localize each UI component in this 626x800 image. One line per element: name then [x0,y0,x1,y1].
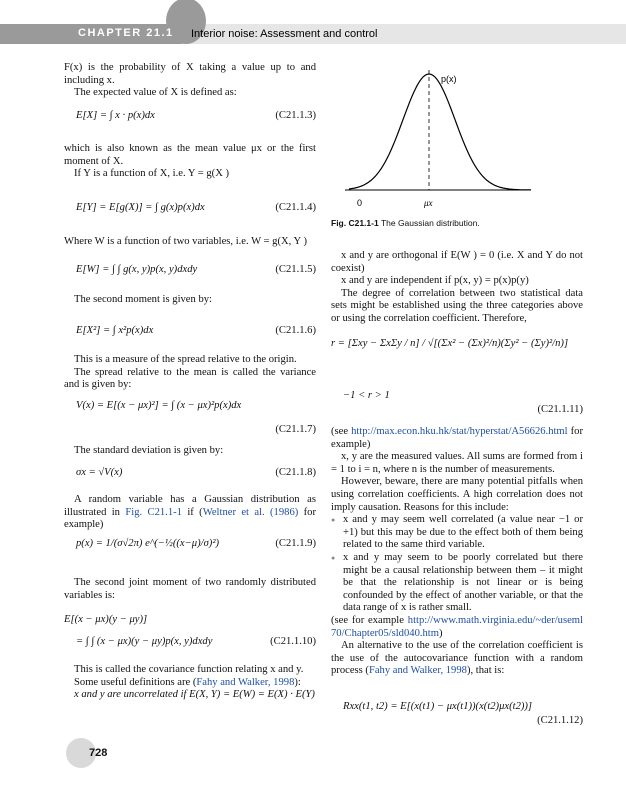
paragraph: The second moment is given by: [74,294,212,305]
equation [64,202,316,226]
paragraph: The expected value of X is defined as: [74,87,237,99]
equation [64,400,316,424]
equation-body: p(x) = 1/(σ√2π) e^(−½((x−μ)/σ)²) [76,538,220,549]
equation [64,467,316,491]
equation-number-row [331,404,583,428]
equation-body: E[W] = ∫ ∫ g(x, y)p(x, y)dxdy [76,264,198,275]
equation-block [331,338,583,420]
equation-body: E[(x − μx)(y − μy)] [64,614,148,625]
bullet-item: ● x and y may seem to be poorly correlated but there might be a causal relationship between them – it might be that the relationship is not linear or is being confounded by the effect of another variable, or that the data range of x is rather small. [331,552,583,615]
equation-body: r = [Σxy − ΣxΣy / n] / √[(Σx² − (Σx)²/n)(Σy² − (Σy)²/n)] [331,338,569,349]
paragraph: If Y is a function of X, i.e. Y = g(X ) [74,168,230,180]
bullet-item: ● x and y may seem well correlated (a value near −1 or +1) but this may be due to the effect both of them being related to the same third variable. [331,514,583,552]
equation-body: = ∫ ∫ (x − μx)(y − μy)p(x, y)dxdy [76,636,213,647]
equation-number: (C21.1.11) [537,404,583,415]
left-text [64,494,316,532]
paragraph: x and y are independent if p(x, y) = p(x)p(y) [341,275,529,287]
text: ), that is: [466,665,505,677]
paragraph: F(x) is the probability of X taking a value up to and including x. [64,62,316,86]
url-link[interactable]: http://www.math.virginia.edu/~der/useml70/Chapter05/sld040.htm [331,614,583,639]
equation-number: (C21.1.9) [275,538,316,549]
reference-link[interactable]: Fahy and Walker, 1998 [196,676,295,688]
text: for example) [64,506,317,531]
equation-number-row [331,715,583,739]
paragraph [331,615,583,640]
equation [64,614,316,638]
text: for example) [331,426,583,450]
text: (see [331,426,352,437]
equation [331,338,583,351]
text: ) [439,627,443,639]
paragraph: x, y are the measured values. All sums are formed from i = 1 to i = n, where n is the number of measurements. [331,451,583,475]
left-column [64,62,316,100]
left-text [64,445,316,458]
equation-body: V(x) = E[(x − μx)²] = ∫ (x − μx)²p(x)dx [76,400,242,411]
x-mean-label: μx [424,198,433,208]
equation [64,264,316,288]
equation-body: E[X²] = ∫ x²p(x)dx [76,325,154,336]
right-text [331,250,583,326]
page-number: 728 [89,747,108,759]
equation-body: −1 < r > 1 [343,390,390,401]
paragraph [331,640,583,678]
left-text [64,294,316,307]
reference-link[interactable]: Fahy and Walker, 1998 [368,665,467,677]
paragraph: This is called the covariance function relating x and y. [74,664,304,675]
x-origin-label: 0 [357,198,363,208]
figure-link[interactable]: Fig. C21.1-1 [125,506,182,518]
paragraph [64,494,316,532]
paragraph: This is a measure of the spread relative to the origin. [74,354,297,365]
reference-link[interactable]: Weltner et al. (1986) [202,506,299,518]
text: A random variable has a Gaussian distribution as illustrated in [64,494,316,518]
equation-number: (C21.1.6) [275,325,316,336]
equation-number: (C21.1.12) [537,715,583,726]
equation [64,325,316,349]
gaussian-curve [349,74,531,190]
caption-text: The Gaussian distribution. [380,218,480,228]
equation-number: (C21.1.8) [275,467,316,478]
paragraph: The standard deviation is given by: [74,445,224,456]
equation [64,636,316,660]
right-text [331,426,583,678]
paragraph: which is also known as the mean value μx or the first moment of X. [64,143,316,167]
paragraph: Where W is a function of two variables, i.e. W = g(X, Y ) [64,236,307,247]
equation-body: E[Y] = E[g(X)] = ∫ g(x)p(x)dx [76,202,205,213]
paragraph: However, beware, there are many potential pitfalls when using correlation coefficients. A high correlation does not imply causation. Reasons for this include: [331,476,583,513]
text: (see for example [331,614,408,626]
caption-label: Fig. C21.1-1 [331,218,379,228]
equation-number: (C21.1.5) [275,264,316,275]
y-label: p(x) [441,74,457,84]
left-text [64,143,316,181]
text: if ( [181,506,203,518]
paragraph: The second joint moment of two randomly distributed variables is: [64,577,316,601]
left-text [64,236,316,249]
paragraph: x and y are orthogonal if E(W ) = 0 (i.e. X and Y do not coexist) [331,250,583,274]
equation-body: Rxx(t1, t2) = E[(x(t1) − μx(t1))(x(t2)μx(t2))] [343,701,533,712]
paragraph [331,426,583,451]
equation-number: (C21.1.3) [275,110,316,121]
equation-number: (C21.1.4) [275,202,316,213]
text: Some useful definitions are ( [74,676,197,688]
paragraph: The spread relative to the mean is called the variance and is given by: [64,366,316,391]
paragraph [64,677,316,690]
left-text [64,664,316,702]
chapter-title: Interior noise: Assessment and control [191,28,378,40]
text: An alternative to the use of the correlation coefficient is the use of the autocovariance function with a random process ( [331,640,583,677]
equation-body: σx = √V(x) [76,467,123,478]
paragraph: The degree of correlation between two statistical data sets might be established using the three categories above or using the correlation coefficient. Therefore, [331,287,583,324]
paragraph: x and y are uncorrelated if E(X, Y) = E(W) = E(X) · E(Y) [74,689,315,701]
chapter-label: CHAPTER 21.1 [78,27,174,39]
left-text [64,354,316,392]
url-link[interactable]: http://max.econ.hku.hk/stat/hyperstat/A56626.html [351,426,568,437]
equation [64,110,316,134]
equation [64,538,316,562]
gaussian-plot [331,56,583,216]
equation-number: (C21.1.10) [270,636,316,647]
equation-number: (C21.1.7) [275,424,316,435]
left-text [64,577,316,602]
figure [331,56,583,234]
text: ): [294,676,301,688]
chapter-header [0,0,626,44]
equation-body: E[X] = ∫ x · p(x)dx [76,110,155,121]
figure-caption [331,218,480,228]
